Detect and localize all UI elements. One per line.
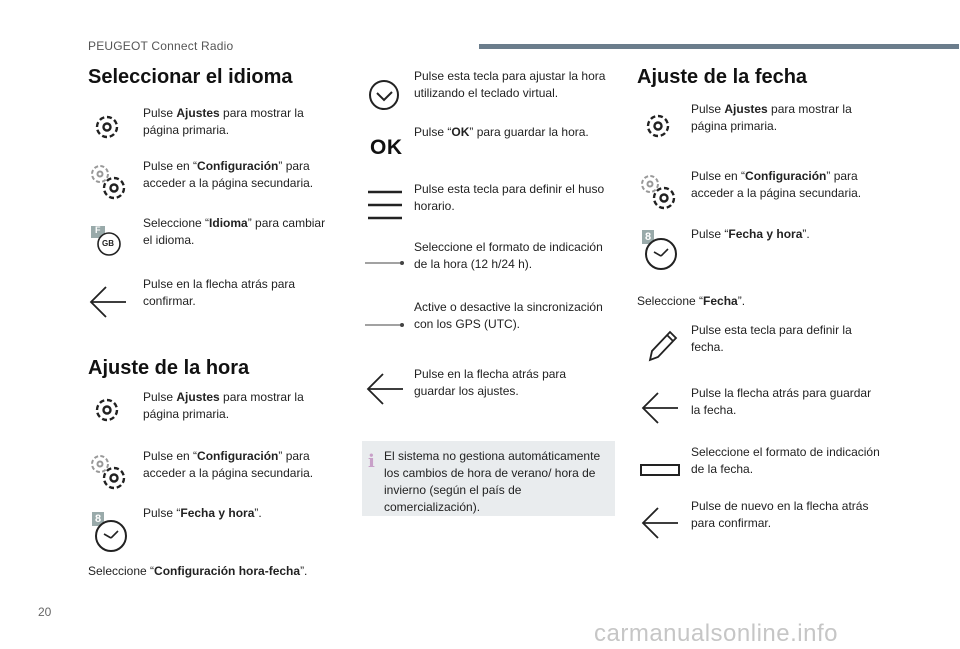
back-arrow-icon — [640, 388, 680, 428]
toggle-icon — [364, 257, 406, 269]
step-text: Pulse Ajustes para mostrar la página primaria. — [691, 102, 852, 133]
note-text: El sistema no gestiona automáticamente los cambios de hora de verano/ hora de invierno (según el país de comercialización). — [384, 449, 601, 514]
page-number: 20 — [38, 605, 52, 619]
rectangle-icon — [640, 462, 680, 478]
section-title-time: Ajuste de la hora — [88, 357, 250, 379]
step-text: Seleccione el formato de indicación de la hora (12 h/24 h). — [414, 240, 603, 271]
badge: 8 — [95, 513, 102, 525]
step-text: Pulse en “Configuración” para acceder a la página secundaria. — [691, 169, 862, 200]
step-text: Pulse de nuevo en la flecha atrás para confirmar. — [691, 499, 869, 530]
step-text: Pulse “Fecha y hora”. — [691, 227, 810, 241]
check-circle-icon — [367, 78, 401, 112]
gear-icon — [92, 395, 122, 425]
select-text: Seleccione “Fecha”. — [637, 294, 746, 308]
toggle-icon — [364, 319, 406, 331]
gear-icon — [643, 111, 673, 141]
badge: 8 — [645, 231, 652, 243]
step-text: Pulse en la flecha atrás para confirmar. — [143, 277, 296, 308]
select-text: Seleccione “Configuración hora-fecha”. — [88, 564, 308, 578]
gear-icon — [92, 112, 122, 142]
step-text: Pulse esta tecla para definir el huso horario. — [414, 182, 605, 213]
menu-icon — [367, 187, 403, 223]
step-text: Seleccione el formato de indicación de la fecha. — [691, 445, 880, 476]
double-gear-icon — [88, 452, 130, 494]
section-title-date: Ajuste de la fecha — [637, 66, 808, 88]
step-text: Pulse Ajustes para mostrar la página primaria. — [143, 390, 304, 421]
back-arrow-icon — [640, 503, 680, 543]
step-text: Active o desactive la sincronización con los GPS (UTC). — [414, 300, 603, 331]
clock-icon — [90, 510, 130, 554]
step-text: Pulse en “Configuración” para acceder a la página secundaria. — [143, 159, 314, 190]
manual-header: PEUGEOT Connect Radio — [88, 39, 234, 53]
language-icon: F GB — [88, 222, 124, 258]
ok-icon: OK — [370, 136, 403, 159]
section-title-language: Seleccionar el idioma — [88, 66, 293, 88]
step-text: Pulse la flecha atrás para guardar la fecha. — [691, 386, 872, 417]
watermark: carmanualsonline.info — [594, 620, 838, 647]
step-text: Pulse Ajustes para mostrar la página primaria. — [143, 106, 304, 137]
double-gear-icon — [638, 172, 680, 214]
clock-icon — [640, 228, 680, 272]
step-text: Pulse “OK” para guardar la hora. — [414, 125, 589, 139]
step-text: Pulse en “Configuración” para acceder a la página secundaria. — [143, 449, 314, 480]
back-arrow-icon — [88, 282, 128, 322]
step-text: Pulse esta tecla para ajustar la hora utilizando el teclado virtual. — [414, 69, 606, 100]
info-icon: i — [368, 451, 375, 472]
step-text: Pulse “Fecha y hora”. — [143, 506, 262, 520]
back-arrow-icon — [365, 369, 405, 409]
double-gear-icon — [88, 162, 130, 204]
step-text: Seleccione “Idioma” para cambiar el idioma. — [143, 216, 326, 247]
header-bar — [479, 44, 959, 49]
step-text: Pulse esta tecla para definir la fecha. — [691, 323, 852, 354]
step-text: Pulse en la flecha atrás para guardar los ajustes. — [414, 367, 567, 398]
pencil-icon — [645, 328, 679, 364]
